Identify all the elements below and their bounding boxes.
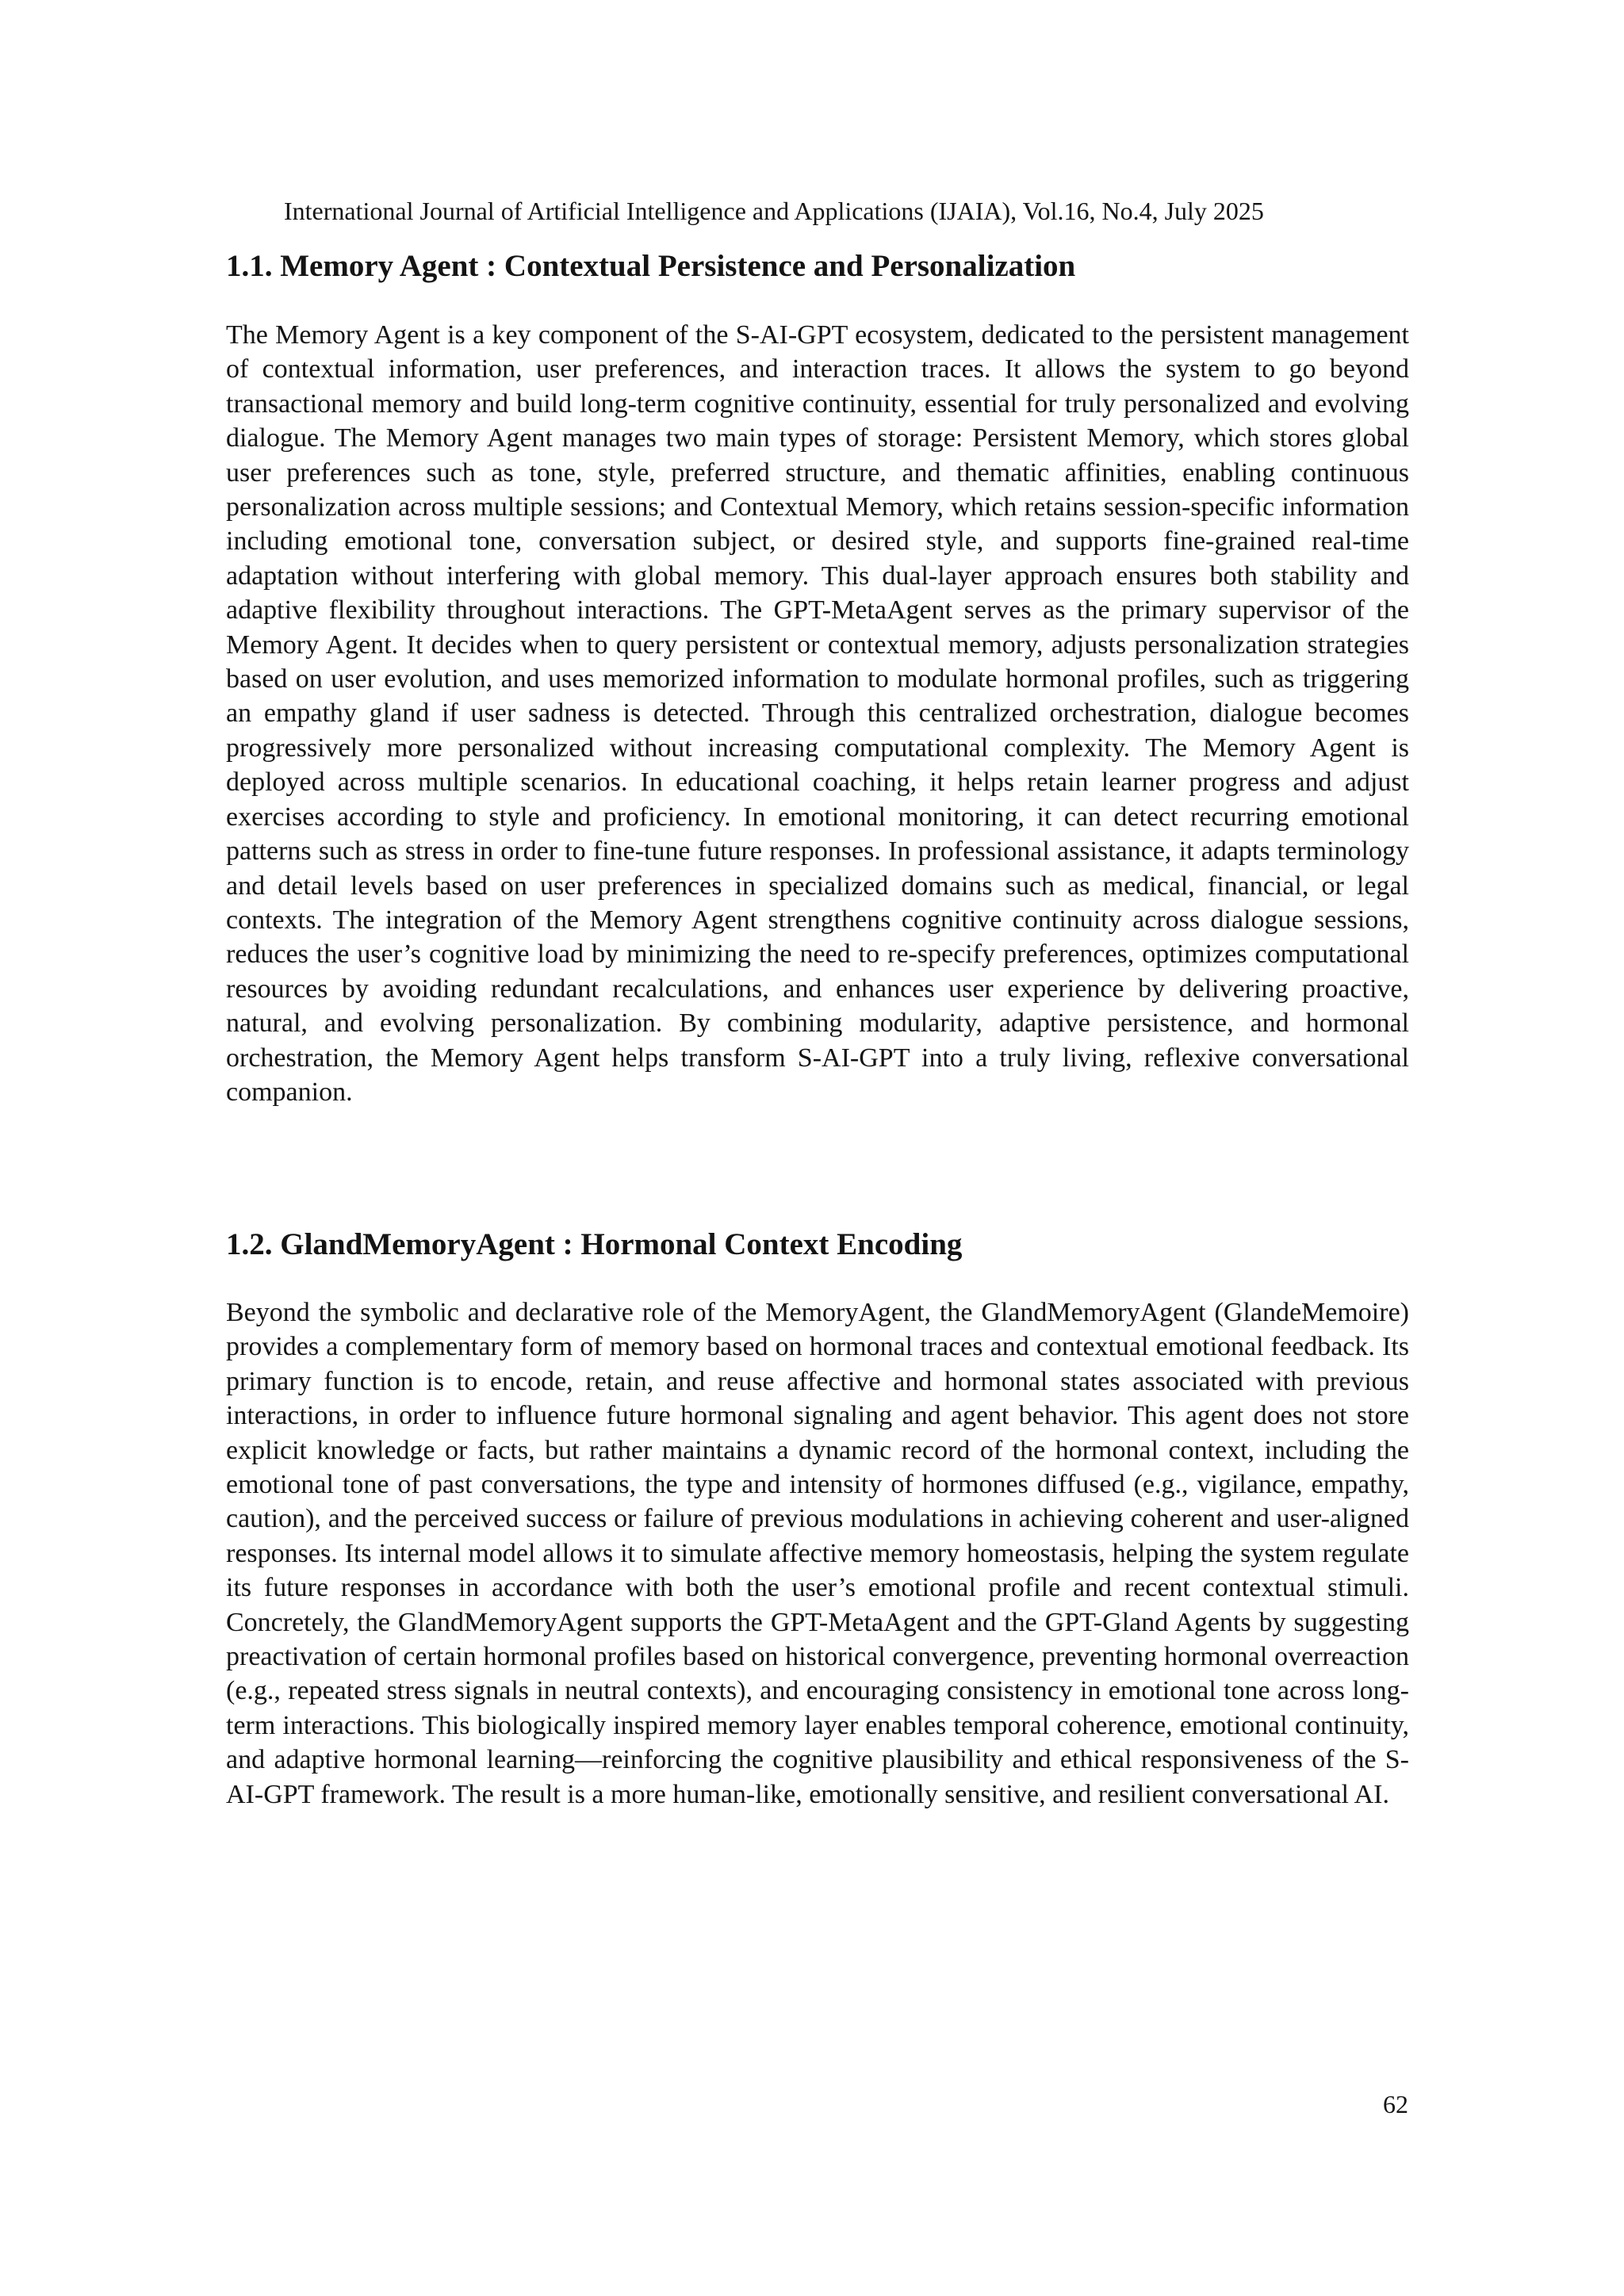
running-header: International Journal of Artificial Intelligence and Applications (IJAIA), Vol.16, No.4, July 2025 xyxy=(284,197,1264,225)
section-heading-memory-agent: 1.1. Memory Agent : Contextual Persistence and Personalization xyxy=(226,249,1076,283)
section-paragraph-gland-memory-agent: Beyond the symbolic and declarative role of the MemoryAgent, the GlandMemoryAgent (GlandeMemoire) provides a complementary form of memory based on hormonal traces and contextual emotional feedback. Its primary function is to encode, retain, and reuse affective and hormonal states associated with previous interactions, in order to influence future hormonal signaling and agent behavior. This agent does not store explicit knowledge or facts, but rather maintains a dynamic record of the hormonal context, including the emotional tone of past conversations, the type and intensity of hormones diffused (e.g., vigilance, empathy, caution), and the perceived success or failure of previous modulations in achieving coherent and user-aligned responses. Its internal model allows it to simulate affective memory homeostasis, helping the system regulate its future responses in accordance with both the user’s emotional profile and recent contextual stimuli. Concretely, the GlandMemoryAgent supports the GPT-MetaAgent and the GPT-Gland Agents by suggesting preactivation of certain hormonal profiles based on historical convergence, preventing hormonal overreaction (e.g., repeated stress signals in neutral contexts), and encouraging consistency in emotional tone across long-term interactions. This biologically inspired memory layer enables temporal coherence, emotional continuity, and adaptive hormonal learning—reinforcing the cognitive plausibility and ethical responsiveness of the S-AI-GPT framework. The result is a more human-like, emotionally sensitive, and resilient conversational AI. xyxy=(226,1298,1409,1809)
section-heading-gland-memory-agent: 1.2. GlandMemoryAgent : Hormonal Context Encoding xyxy=(226,1227,963,1261)
page-number: 62 xyxy=(1383,2090,1408,2118)
section-paragraph-memory-agent: The Memory Agent is a key component of the S-AI-GPT ecosystem, dedicated to the persistent management of contextual information, user preferences, and interaction traces. It allows the system to go beyond transactional memory and build long-term cognitive continuity, essential for truly personalized and evolving dialogue. The Memory Agent manages two main types of storage: Persistent Memory, which stores global user preferences such as tone, style, preferred structure, and thematic affinities, enabling continuous personalization across multiple sessions; and Contextual Memory, which retains session-specific information including emotional tone, conversation subject, or desired style, and supports fine-grained real-time adaptation without interfering with global memory. This dual-layer approach ensures both stability and adaptive flexibility throughout interactions. The GPT-MetaAgent serves as the primary supervisor of the Memory Agent. It decides when to query persistent or contextual memory, adjusts personalization strategies based on user evolution, and uses memorized information to modulate hormonal profiles, such as triggering an empathy gland if user sadness is detected. Through this centralized orchestration, dialogue becomes progressively more personalized without increasing computational complexity. The Memory Agent is deployed across multiple scenarios. In educational coaching, it helps retain learner progress and adjust exercises according to style and proficiency. In emotional monitoring, it can detect recurring emotional patterns such as stress in order to fine-tune future responses. In professional assistance, it adapts terminology and detail levels based on user preferences in specialized domains such as medical, financial, or legal contexts. The integration of the Memory Agent strengthens cognitive continuity across dialogue sessions, reduces the user’s cognitive load by minimizing the need to re-specify preferences, optimizes computational resources by avoiding redundant recalculations, and enhances user experience by delivering proactive, natural, and evolving personalization. By combining modularity, adaptive persistence, and hormonal orchestration, the Memory Agent helps transform S-AI-GPT into a truly living, reflexive conversational companion. xyxy=(226,320,1409,1107)
